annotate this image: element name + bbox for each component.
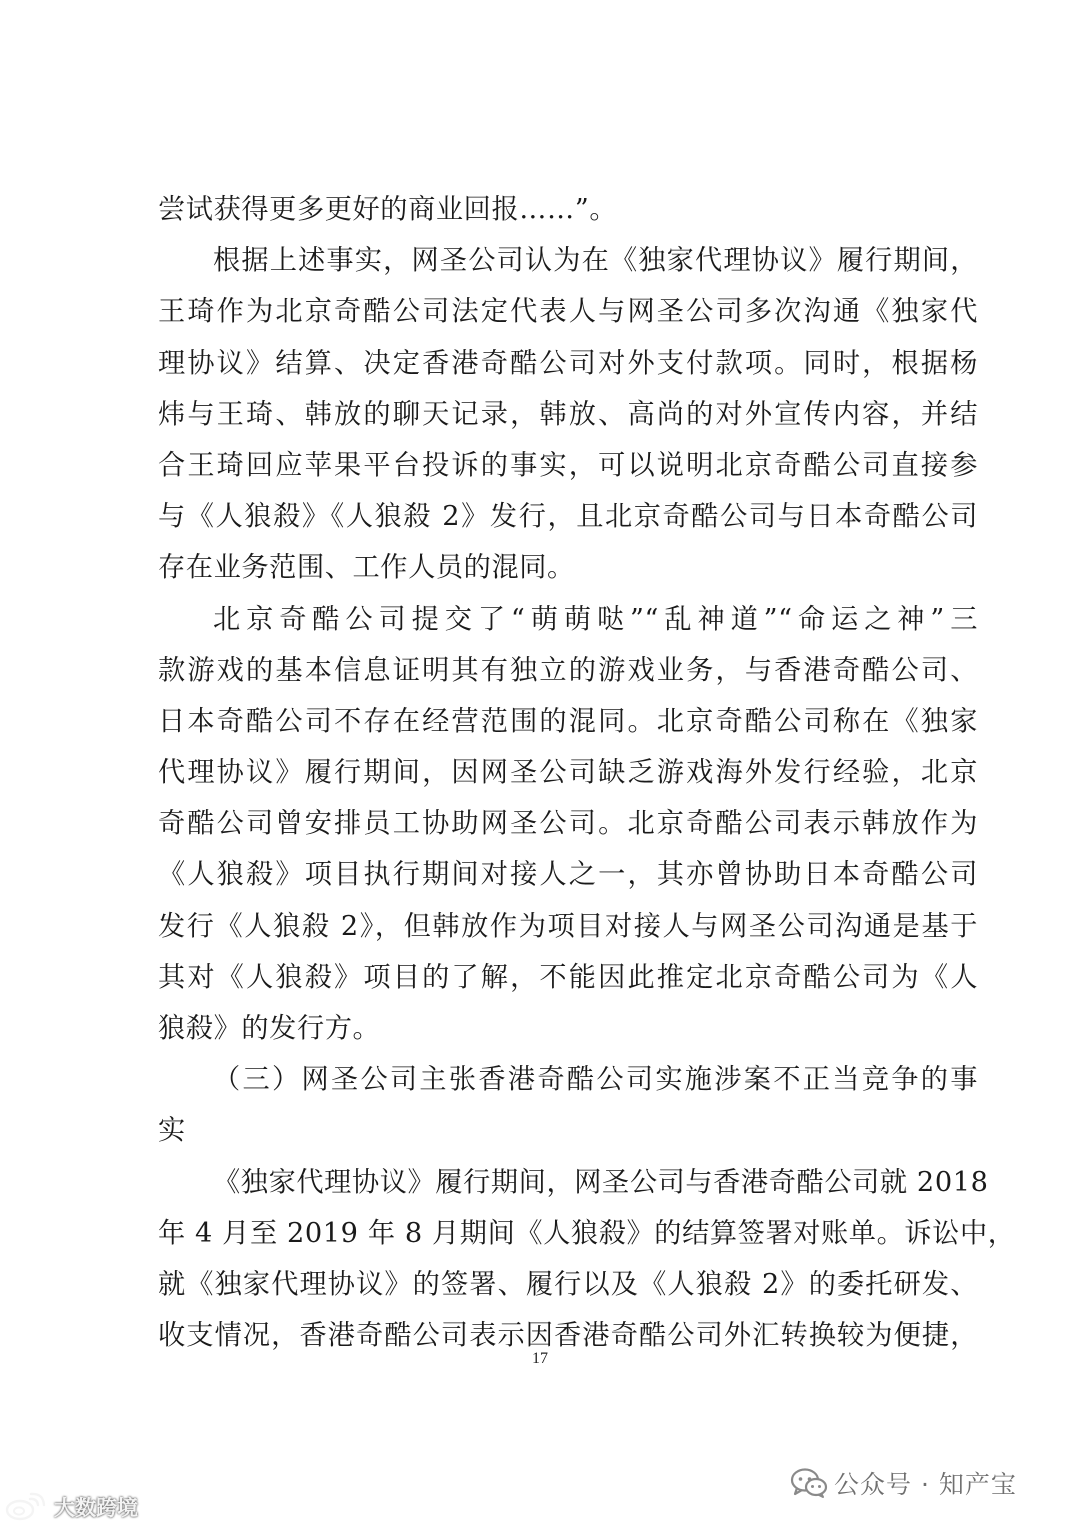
text-line: 与《人狼殺》《人狼殺 2》发行，且北京奇酷公司与日本奇酷公司	[158, 501, 978, 533]
text-line: 存在业务范围、工作人员的混同。	[158, 552, 575, 584]
text-line: 理协议》结算、决定香港奇酷公司对外支付款项。同时，根据杨	[158, 347, 978, 379]
text-line: 其对《人狼殺》项目的了解，不能因此推定北京奇酷公司为《人	[158, 961, 978, 993]
text-line: 北京奇酷公司提交了“萌萌哒”“乱神道”“命运之神”三	[213, 603, 978, 635]
text-line: 款游戏的基本信息证明其有独立的游戏业务，与香港奇酷公司、	[158, 654, 978, 686]
text-line: 《独家代理协议》履行期间，网圣公司与香港奇酷公司就 2018	[213, 1166, 989, 1198]
text-line: 收支情况，香港奇酷公司表示因香港奇酷公司外汇转换较为便捷，	[158, 1320, 978, 1352]
text-line: 《人狼殺》项目执行期间对接人之一，其亦曾协助日本奇酷公司	[158, 859, 978, 891]
text-line: 就《独家代理协议》的签署、履行以及《人狼殺 2》的委托研发、	[158, 1268, 978, 1300]
weibo-account-text: 大数跨境	[54, 1496, 138, 1520]
wechat-account-text: 公众号 · 知产宝	[834, 1470, 1017, 1499]
wechat-icon	[790, 1467, 828, 1499]
text-line: 王琦作为北京奇酷公司法定代表人与网圣公司多次沟通《独家代	[158, 296, 978, 328]
text-line: 代理协议》履行期间，因网圣公司缺乏游戏海外发行经验，北京	[158, 757, 978, 789]
page-number: 17	[532, 1350, 548, 1367]
weibo-icon	[4, 1492, 48, 1522]
text-line: 合王琦回应苹果平台投诉的事实，可以说明北京奇酷公司直接参	[158, 449, 978, 481]
text-line: 奇酷公司曾安排员工协助网圣公司。北京奇酷公司表示韩放作为	[158, 808, 978, 840]
weibo-watermark	[4, 1490, 138, 1524]
section-heading: 实	[158, 1115, 186, 1147]
document-body	[158, 184, 1016, 1361]
text-line: 根据上述事实，网圣公司认为在《独家代理协议》履行期间，	[213, 245, 978, 277]
text-line: 狼殺》的发行方。	[158, 1013, 381, 1044]
text-line: 尝试获得更多更好的商业回报……”。	[158, 194, 618, 225]
wechat-watermark	[790, 1463, 1017, 1503]
text-line: 年 4 月至 2019 年 8 月期间《人狼殺》的结算签署对账单。诉讼中，	[158, 1217, 1016, 1249]
text-line: 发行《人狼殺 2》，但韩放作为项目对接人与网圣公司沟通是基于	[158, 910, 978, 942]
text-line: 炜与王琦、韩放的聊天记录，韩放、高尚的对外宣传内容，并结	[158, 398, 978, 430]
section-heading: （三）网圣公司主张香港奇酷公司实施涉案不正当竞争的事	[213, 1064, 978, 1096]
text-line: 日本奇酷公司不存在经营范围的混同。北京奇酷公司称在《独家	[158, 705, 978, 737]
